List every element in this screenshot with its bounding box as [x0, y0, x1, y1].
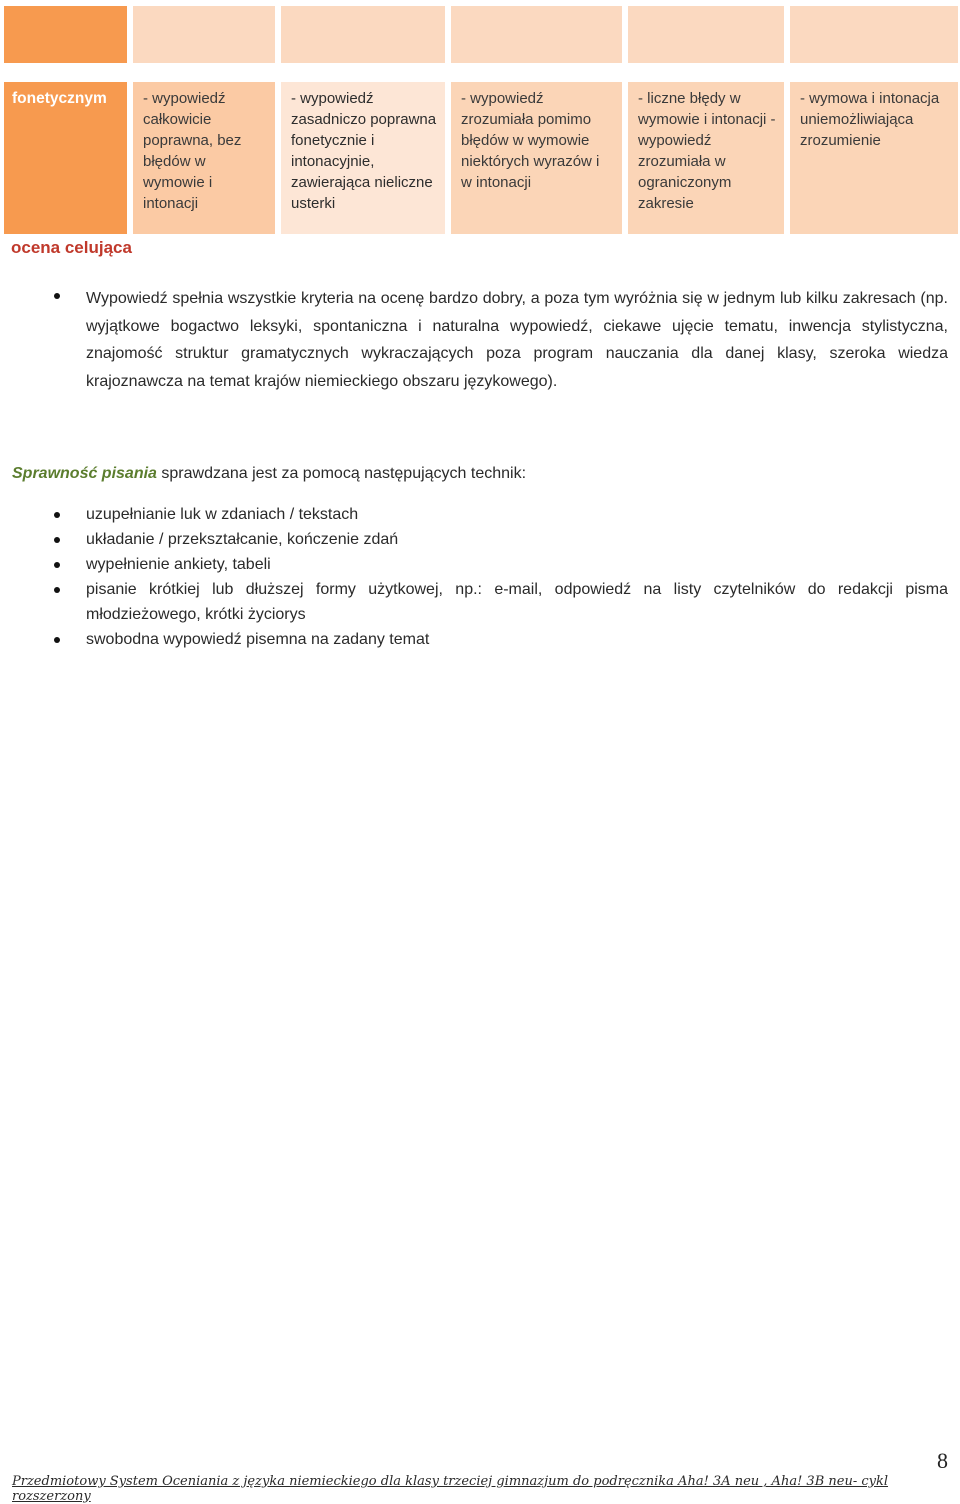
table-header-cell [790, 6, 958, 63]
page-number: 8 [937, 1448, 948, 1473]
footer-text: Przedmiotowy System Oceniania z języka niemieckiego dla klasy trzeciej gimnazjum do podręcznika Aha! 3A neu , Aha! 3B neu- cykl rozszerzony [12, 1474, 889, 1504]
grading-table [0, 0, 960, 240]
row-label-cell [4, 82, 127, 234]
skill-name: Sprawność pisania [12, 465, 157, 482]
criteria-text: - wypowiedź całkowicie poprawna, bez błędów w wymowie i intonacji [143, 90, 242, 212]
criteria-cell-5 [790, 82, 958, 234]
list-item: wypełnienie ankiety, tabeli [86, 552, 948, 577]
list-item: układanie / przekształcanie, kończenie zdań [86, 527, 948, 552]
criteria-text: - wypowiedź zasadniczo poprawna fonetycznie i intonacyjnie, zawierająca nieliczne usterki [291, 90, 437, 212]
list-item: uzupełnianie luk w zdaniach / tekstach [86, 502, 948, 527]
table-header-cell [628, 6, 784, 63]
criteria-text: - wymowa i intonacja uniemożliwiająca zrozumienie [800, 90, 940, 149]
techniques-list [86, 502, 948, 652]
skill-intro [12, 465, 912, 483]
grade-description-list [86, 285, 948, 395]
criteria-text: - liczne błędy w wymowie i intonacji - wypowiedź zrozumiała w ograniczonym zakresie [638, 90, 776, 212]
skill-intro-text: sprawdzana jest za pomocą następujących technik: [156, 465, 527, 482]
criteria-cell-3 [451, 82, 622, 234]
row-label: fonetycznym [12, 90, 107, 107]
table-header-cell [133, 6, 275, 63]
grade-heading: ocena celująca [11, 238, 132, 257]
list-item: swobodna wypowiedź pisemna na zadany temat [86, 627, 948, 652]
grade-description: Wypowiedź spełnia wszystkie kryteria na ocenę bardzo dobry, a poza tym wyróżnia się w jednym lub kilku zakresach (np. wyjątkowe bogactwo leksyki, spontaniczna i naturalna wypowiedź, ciekawe ujęcie tematu, inwencja stylistyczna, znajomość struktur gramatycznych wykraczających poza program nauczania dla danej klasy, szeroka wiedza krajoznawcza na temat krajów niemieckiego obszaru językowego). [86, 285, 948, 395]
criteria-cell-2 [281, 82, 445, 234]
criteria-cell-4 [628, 82, 784, 234]
table-header-cell [281, 6, 445, 63]
table-header-cell [451, 6, 622, 63]
criteria-text: - wypowiedź zrozumiała pomimo błędów w wymowie niektórych wyrazów i w intonacji [461, 90, 600, 191]
list-item: pisanie krótkiej lub dłuższej formy użytkowej, np.: e-mail, odpowiedź na listy czytelników do redakcji pisma młodzieżowego, krótki życiorys [86, 577, 948, 627]
criteria-cell-1 [133, 82, 275, 234]
table-header-cell [4, 6, 127, 63]
